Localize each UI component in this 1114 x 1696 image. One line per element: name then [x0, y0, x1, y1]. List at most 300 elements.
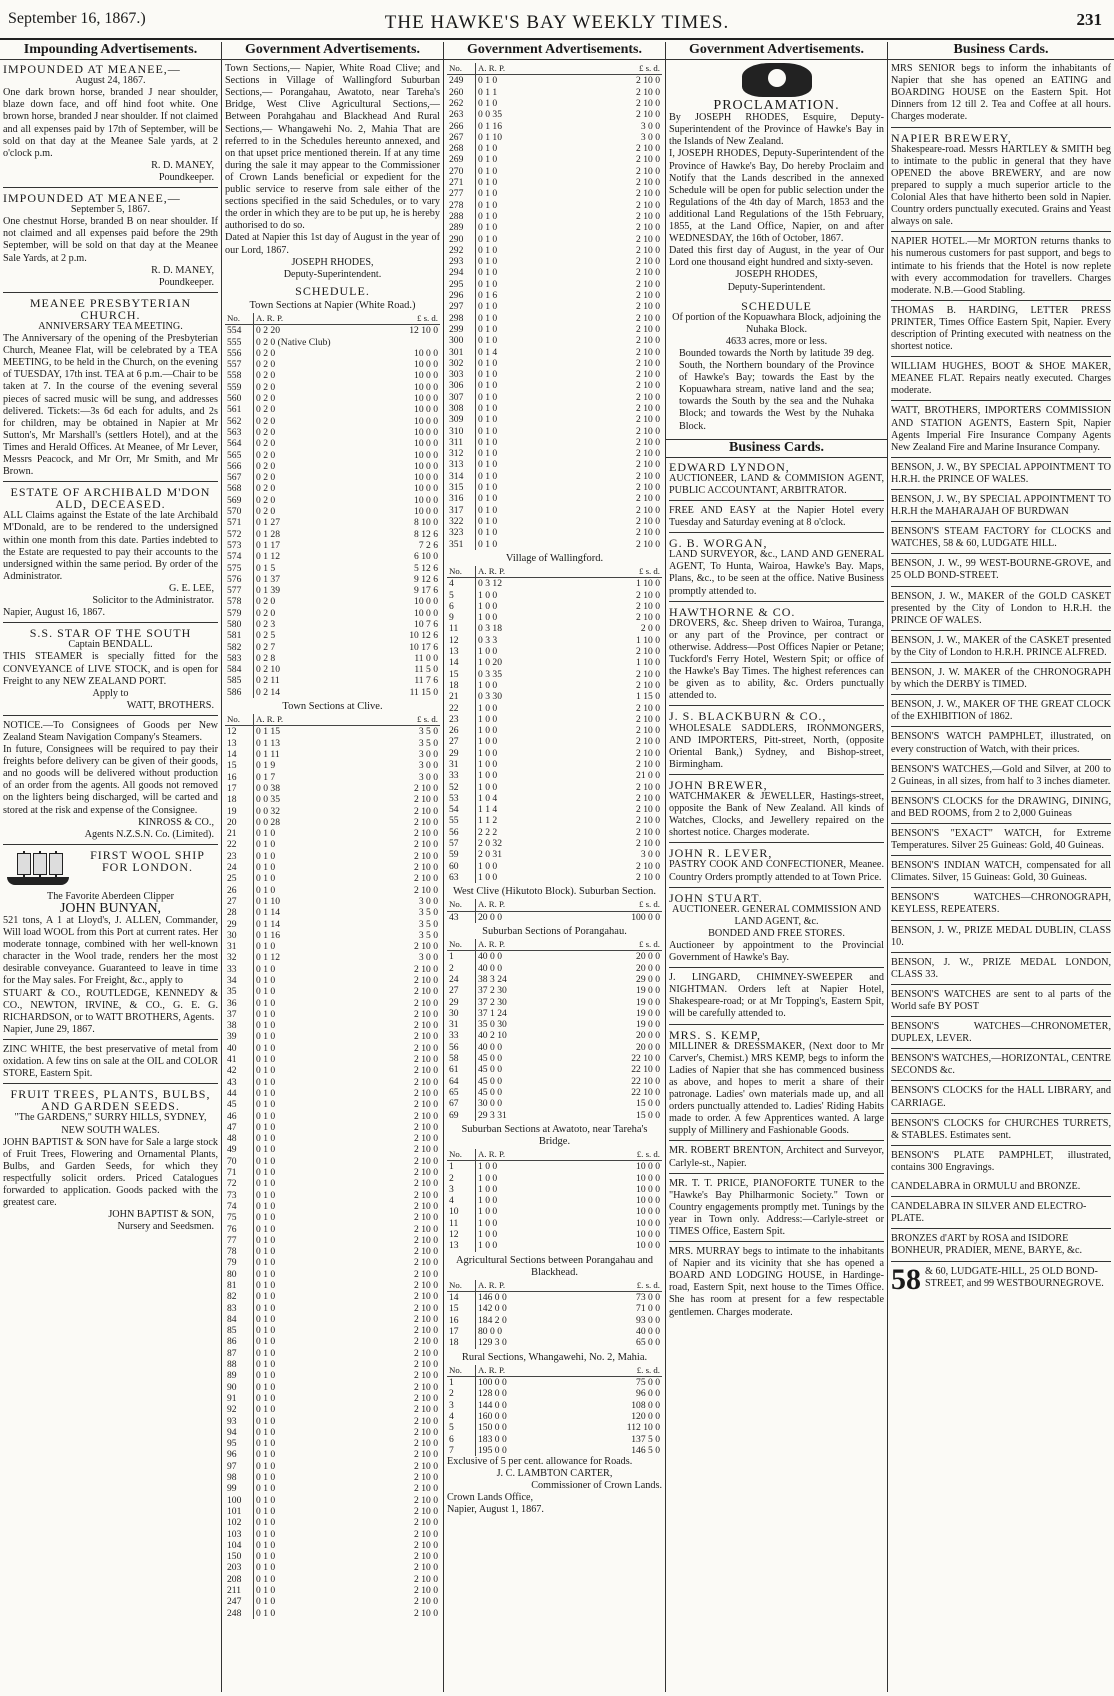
table-row [447, 1206, 662, 1217]
table-cell: 299 [447, 324, 476, 335]
table-row [225, 794, 440, 805]
table-header-cell: No. [447, 63, 476, 75]
table-cell: 2 10 0 [414, 1336, 438, 1348]
table-cell: 248 [225, 1608, 254, 1619]
table-cell: 10 0 0 [414, 607, 438, 619]
table-cell: 2 [447, 1173, 476, 1184]
table-cell: 1 10 0 [636, 578, 660, 590]
table-cell: 323 [447, 527, 476, 538]
table-cell: 0 0 35 [256, 794, 280, 806]
table-cell: 2 10 0 [636, 759, 660, 770]
table-cell: 45 [225, 1099, 254, 1110]
table-row [225, 738, 440, 749]
table-cell: 2 10 0 [414, 1110, 438, 1122]
table-cell: 2 10 0 [636, 600, 660, 612]
table-cell: 0 1 0 [256, 1065, 276, 1077]
table-row [447, 166, 662, 177]
table-cell: 37 [225, 1009, 254, 1020]
table-cell: 3 5 0 [418, 929, 438, 941]
table-cell: 14 [447, 1292, 476, 1304]
table-cell: 2 0 32 [478, 838, 502, 850]
table-cell: 303 [447, 369, 476, 380]
table-row [447, 1388, 662, 1399]
table-row [225, 1506, 440, 1517]
table-cell: 10 0 0 [414, 381, 438, 393]
table-cell: 2 10 0 [414, 1144, 438, 1156]
card-blackburn [669, 710, 884, 774]
table-cell: 0 1 0 [478, 538, 498, 550]
table-cell: 10 0 0 [414, 438, 438, 450]
table-cell: 2 10 0 [414, 1415, 438, 1427]
table-cell: 307 [447, 392, 476, 403]
table-cell: 0 1 0 [256, 1392, 276, 1404]
table-cell: 0 1 39 [256, 585, 280, 597]
table-cell: 0 1 0 [256, 1347, 276, 1359]
table-cell: 2 10 0 [414, 805, 438, 817]
table-cell: 11 0 0 [414, 652, 438, 664]
table-cell: 2 10 0 [414, 1223, 438, 1235]
table-row [225, 1540, 440, 1551]
table-cell: 301 [447, 347, 476, 358]
table-cell: 0 1 0 [478, 312, 498, 324]
table-cell: 1 15 0 [636, 691, 660, 703]
sale-signature-role: Deputy-Superintendent. [283, 268, 382, 280]
table-cell: 296 [447, 290, 476, 301]
table-cell: 2 10 0 [636, 154, 660, 166]
table-cell: 4 [447, 1411, 476, 1422]
table-cell: 15 [447, 669, 476, 680]
table-row [447, 1240, 662, 1251]
advert-signature: R. D. MANEY, [151, 159, 214, 171]
table-cell: 2 10 0 [414, 1505, 438, 1517]
table-row [447, 657, 662, 668]
table-row [447, 121, 662, 132]
table-title: Town Sections at Clive. [282, 701, 383, 713]
advert-title: IMPOUNDED AT MEANEE,— [3, 62, 181, 77]
card-harding [891, 305, 1111, 357]
table-cell: 19 0 0 [636, 996, 660, 1008]
table-cell: 93 [225, 1416, 254, 1427]
address-text: & 60, LUDGATE-HILL, 25 OLD BOND-STREET, and 99 WESTBOURNEGROVE. [925, 1265, 1104, 1289]
table-row [447, 590, 662, 601]
table-row [447, 714, 662, 725]
table-cell: 1 [447, 1377, 476, 1389]
table-cell: 67 [447, 1098, 476, 1109]
table-cell: 0 1 0 [256, 1054, 276, 1066]
table-cell: 578 [225, 596, 254, 607]
table-cell: 20 0 0 [636, 962, 660, 974]
table-cell: 5 [447, 590, 476, 601]
table-cell: 559 [225, 382, 254, 393]
table-cell: 0 1 0 [256, 1099, 276, 1111]
table-cell: 2 10 0 [414, 1200, 438, 1212]
table-cell: 2 10 0 [636, 380, 660, 392]
table-cell: 146 0 0 [478, 1292, 507, 1304]
table-cell: 2 10 0 [414, 1257, 438, 1269]
table-row [225, 1099, 440, 1110]
table-cell: 10 0 0 [414, 483, 438, 495]
table-cell: 31 [447, 759, 476, 770]
table-cell: 150 [225, 1551, 254, 1562]
table-cell: 2 10 0 [414, 1178, 438, 1190]
table-cell: 2 10 0 [636, 335, 660, 347]
table-cell: 33 [447, 1030, 476, 1041]
sale-dated: Dated at Napier this 1st day of August in the year of our Lord, 1867. [225, 232, 440, 256]
table-cell: 94 [225, 1427, 254, 1438]
table-cell: 2 10 0 [414, 839, 438, 851]
table-row [225, 461, 440, 472]
table-cell: 554 [225, 325, 254, 337]
table-cell: 27 [225, 896, 254, 907]
advert-impounded-1 [3, 63, 218, 188]
table-cell: 0 1 0 [256, 1302, 276, 1314]
table-row [447, 234, 662, 245]
table-cell: 2 10 0 [636, 290, 660, 302]
table-cell: 294 [447, 267, 476, 278]
table-header-cell: £. s. d. [574, 1149, 662, 1161]
table-cell: 0 1 4 [478, 346, 498, 358]
table-cell: 40 [225, 1043, 254, 1054]
table-cell: 0 1 12 [256, 551, 280, 563]
advert-zinc-white [3, 1044, 218, 1084]
table-row [225, 1483, 440, 1494]
table-cell: 71 0 0 [636, 1303, 660, 1315]
card-benson: BENSON'S PLATE PAMPHLET, illustrated, contains 300 Engravings. [891, 1149, 1111, 1173]
card-benson: BENSON, J. W., MAKER of the GOLD CASKET presented by the City of London to H.R.H. the PRINCE OF WALES. [891, 591, 1111, 631]
table-cell: 297 [447, 301, 476, 312]
table-row [225, 495, 440, 506]
table-cell: 0 2 0 [256, 483, 276, 495]
table-cell: 14 [447, 657, 476, 668]
table-cell: 2 10 0 [636, 86, 660, 98]
table-cell: 2 10 0 [414, 1449, 438, 1461]
table-cell: 1 0 0 [478, 759, 498, 770]
table-cell: 2 10 0 [636, 414, 660, 426]
table-cell: 0 2 0 [256, 359, 276, 371]
newspaper-title: THE HAWKE'S BAY WEEKLY TIMES. [384, 12, 730, 33]
table-cell: 267 [447, 132, 476, 143]
table-cell: 2 10 0 [636, 188, 660, 200]
table-cell: 2 10 0 [636, 470, 660, 482]
table-cell: 2 10 0 [636, 792, 660, 804]
table-cell: 2 10 0 [414, 794, 438, 806]
table-cell: 0 1 0 [256, 1438, 276, 1450]
table-cell: 22 [225, 839, 254, 850]
column-heading: Business Cards. [888, 42, 1114, 60]
table-row [225, 427, 440, 438]
table-row [225, 529, 440, 540]
table-row [225, 1472, 440, 1483]
proclamation-dated: Dated this first day of August, in the year of Our Lord one thousand eight hundred and sixty-seven. [669, 245, 884, 269]
table-row [447, 770, 662, 781]
table-cell: 45 0 0 [478, 1053, 502, 1065]
card-body: PASTRY COOK AND CONFECTIONER, Meanee. Country Orders promptly attended to at Town Price. [669, 859, 884, 883]
table-cell: 0 1 0 [256, 1076, 276, 1088]
table-cell: 59 [447, 849, 476, 860]
table-cell: 2 10 0 [414, 862, 438, 874]
table-cell: 0 1 16 [256, 929, 280, 941]
table-row [225, 630, 440, 641]
table-cell: 92 [225, 1404, 254, 1415]
sale-intro: Town Sections,— Napier, White Road Clive; and Sections in Village of Wallingford Suburban Sections,— Porangahau, Awatoto, near Tareha's Bridge, West Clive Agricultural Sections,— Between Porahgahau and Blackhead And Rural Sections,— Whangawehi No. 2, Mahia That are referred to in the Schedules hereunto annexed, and on that upset price mentioned therein. If at any time during the sale it may appear to the Commissioner of Crown Lands beneficial or expedient for the public service to reserve from sale either of the sections specified in the said Schedules, or to vary the order in which they are to be put up, he is hereby authorised to do so. [225, 63, 440, 232]
card-title: JOHN STUART. [669, 890, 763, 905]
table-cell: 2 2 2 [478, 826, 498, 838]
table-cell: 2 10 0 [636, 679, 660, 691]
table-cell: 0 0 28 [256, 816, 280, 828]
table-cell: 2 10 0 [414, 850, 438, 862]
table-cell: 0 1 0 [478, 143, 498, 155]
table-cell: 0 2 14 [256, 686, 280, 698]
table-cell: 247 [225, 1596, 254, 1607]
table-cell: 195 0 0 [478, 1444, 507, 1456]
table-cell: 0 1 0 [478, 391, 498, 403]
advert-signature: G. E. LEE, [169, 582, 214, 594]
card-benson: BENSON'S WATCH PAMPHLET, illustrated, on every construction of Watch, with their prices. [891, 731, 1111, 759]
table-cell: 9 12 6 [414, 573, 438, 585]
table-cell: 32 [225, 952, 254, 963]
table-header-cell: A. R. P. [254, 714, 353, 726]
table-cell: 1 [447, 1161, 476, 1173]
table-cell: 15 [447, 1303, 476, 1314]
table-cell: 0 2 0 [256, 449, 276, 461]
table-cell: 2 10 0 [636, 702, 660, 714]
table-row [447, 527, 662, 538]
table-cell: 0 2 0 [256, 438, 276, 450]
table-cell: 2 10 0 [414, 1031, 438, 1043]
table-cell: 2 10 0 [636, 233, 660, 245]
table-cell: 2 10 0 [636, 244, 660, 256]
table-cell: 0 1 6 [478, 290, 498, 302]
table-row [225, 952, 440, 963]
table-cell: 10 0 0 [414, 404, 438, 416]
card-benson: BENSON'S WATCHES are sent to al parts of the World safe BY POST [891, 989, 1111, 1017]
table-cell: 43 [225, 1077, 254, 1088]
table-cell: 103 [225, 1529, 254, 1540]
table-cell: 2 [447, 1388, 476, 1399]
advert-impounded-2 [3, 192, 218, 293]
table-cell: 0 1 0 [256, 1178, 276, 1190]
table-row [447, 200, 662, 211]
advert-body: 521 tons, A 1 at Lloyd's, J. ALLEN, Commander, Will load WOOL from this Port at current rates. Her moderate tonnage, combined with her well-known character in the Wool trade, renders her the most desirable conveyance. Guaranteed to leave in time for the May sales. For Freight, &c., apply to [3, 915, 218, 987]
table-row [225, 1190, 440, 1201]
table-cell: 10 0 0 [636, 1172, 660, 1184]
table-row [447, 838, 662, 849]
table-cell: 100 [225, 1495, 254, 1506]
table-row [447, 188, 662, 199]
table-cell: 0 1 0 [478, 97, 498, 109]
table-cell: 2 10 0 [636, 109, 660, 121]
table-cell: 566 [225, 461, 254, 472]
table-row [447, 623, 662, 634]
table-cell: 0 0 38 [256, 782, 280, 794]
table-cell: 15 0 0 [636, 1109, 660, 1121]
table-cell: 0 1 0 [256, 1031, 276, 1043]
table-cell: 278 [447, 200, 476, 211]
table-cell: 0 1 0 [256, 1596, 276, 1608]
column-heading: Government Advertisements. [222, 42, 443, 60]
table-cell: 2 10 0 [414, 828, 438, 840]
table-cell: 5 12 6 [414, 562, 438, 574]
table-cell: 0 1 0 [256, 1020, 276, 1032]
table-cell: 15 [225, 760, 254, 771]
table-cell: 0 2 0 [256, 506, 276, 518]
table-cell: 120 0 0 [631, 1410, 660, 1422]
table-cell: 2 10 0 [636, 165, 660, 177]
table-row [447, 482, 662, 493]
table-cell: 0 1 0 [478, 470, 498, 482]
table-cell: 295 [447, 279, 476, 290]
table-cell: 3 0 0 [418, 760, 438, 772]
table-cell: 84 [225, 1314, 254, 1325]
table-cell: 13 [447, 646, 476, 657]
table-row [225, 450, 440, 461]
table-row [225, 1043, 440, 1054]
table-cell: 2 10 0 [636, 725, 660, 737]
table-cell: 0 1 1 [478, 86, 498, 98]
table-cell: 100 0 0 [631, 911, 660, 923]
sale-signature: JOSEPH RHODES, [291, 256, 374, 268]
table-cell: 582 [225, 642, 254, 653]
table-cell: 2 10 0 [636, 860, 660, 872]
column-heading: Business Cards. [666, 439, 887, 458]
table-cell: 11 [447, 623, 476, 634]
table-row [447, 369, 662, 380]
table-cell: 2 10 0 [636, 448, 660, 460]
table-cell: 2 10 0 [636, 425, 660, 437]
table-cell: 1 1 2 [478, 815, 498, 827]
table-cell: 277 [447, 188, 476, 199]
table-row [447, 211, 662, 222]
table-cell: 584 [225, 664, 254, 675]
table-cell: 2 10 0 [414, 782, 438, 794]
sections-table [447, 63, 662, 550]
table-cell: 302 [447, 358, 476, 369]
table-row [225, 1382, 440, 1393]
table-cell: 3 5 0 [418, 907, 438, 919]
table-cell: 0 1 0 [256, 941, 276, 953]
table-cell: 0 1 0 [256, 1212, 276, 1224]
table-row [225, 483, 440, 494]
card-body: MR. T. T. PRICE, PIANOFORTE TUNER to the "Hawke's Bay Philharmonic Society." Town or Country engagements promptly met. Tunings by the year in Town only. Address:—Carlyle-street or TIMES Office, Eastern Spit. [669, 1177, 884, 1237]
table-cell: 0 2 0 [256, 347, 276, 359]
table-cell: 104 [225, 1540, 254, 1551]
card-napier-hotel [891, 236, 1111, 300]
table-row [447, 725, 662, 736]
table-cell: 2 10 0 [414, 1302, 438, 1314]
card-benson: BENSON'S CLOCKS for the DRAWING, DINING, and BED ROOMS, from 2 to 2,000 Guineas [891, 796, 1111, 824]
table-cell: 0 2 0 [256, 370, 276, 382]
table-row [225, 416, 440, 427]
table-cell: 38 3 24 [478, 973, 507, 985]
table-cell: 0 3 12 [478, 578, 502, 590]
table-cell: 2 10 0 [414, 1133, 438, 1145]
table-cell: 2 10 0 [636, 747, 660, 759]
table-cell: 1 0 0 [478, 725, 498, 737]
table-cell: 0 1 0 [478, 256, 498, 268]
table-cell: 100 0 0 [478, 1377, 507, 1389]
table-cell: 2 10 0 [636, 646, 660, 658]
table-row [447, 1098, 662, 1109]
table-row [225, 664, 440, 675]
table-cell: 2 10 0 [636, 838, 660, 850]
table-cell: 293 [447, 256, 476, 267]
table-row [225, 506, 440, 517]
table-cell: 2 10 0 [636, 403, 660, 414]
table-row [225, 726, 440, 738]
table-cell: 0 2 0 (Native Club) [256, 336, 331, 348]
table-cell: 0 2 0 [256, 607, 276, 619]
table-cell: 3 5 0 [418, 737, 438, 749]
schedule-subtitle: Of portion of the Kopuawhara Block, adjoining the Nuhaka Block. [672, 311, 881, 335]
table-header-cell: £ s. d. [567, 899, 662, 911]
table-cell: 0 1 0 [256, 1404, 276, 1416]
table-cell: 315 [447, 482, 476, 493]
table-cell: 46 [225, 1111, 254, 1122]
table-cell: 0 3 3 [478, 634, 498, 646]
card-benson: BENSON, J. W., BY SPECIAL APPOINTMENT TO H.R.H. the PRINCE OF WALES. [891, 462, 1111, 490]
table-cell: 571 [225, 517, 254, 528]
table-cell: 2 10 0 [636, 459, 660, 471]
table-cell: 0 1 0 [478, 448, 498, 460]
table-cell: 1 0 4 [478, 792, 498, 804]
table-cell: 2 10 0 [636, 504, 660, 516]
table-row [447, 403, 662, 414]
table-cell: 10 0 0 [636, 1240, 660, 1252]
table-row [225, 839, 440, 850]
card-body: LAND SURVEYOR, &c., LAND AND GENERAL AGENT, To Hunta, Wairoa, Hawke's Bay. Maps, Plans, &c., to be seen at the office. Native Business promptly attended to. [669, 549, 884, 597]
table-row [225, 1461, 440, 1472]
table-cell: 0 2 0 [256, 404, 276, 416]
table-cell: 270 [447, 166, 476, 177]
table-cell: 3 [447, 1400, 476, 1411]
table-row [447, 290, 662, 301]
table-cell: 574 [225, 551, 254, 562]
card-body: MRS SENIOR begs to inform the inhabitants of Napier that she has opened an EATING and BOARDING HOUSE on the Eastern Spit. Hot Dinners from 12 till 2. Tea and Coffee at all hours. Charges moderate. [891, 63, 1111, 123]
table-cell: 2 10 0 [636, 75, 660, 87]
card-title: EDWARD LYNDON, [669, 459, 790, 474]
table-cell: 0 1 0 [256, 839, 276, 851]
table-row [447, 335, 662, 346]
table-header-row [447, 1280, 662, 1292]
table-cell: 581 [225, 630, 254, 641]
columns [0, 42, 1114, 1692]
sections-table [447, 1149, 662, 1252]
table-cell: 1 0 0 [478, 1183, 498, 1195]
table-cell: 19 0 0 [636, 985, 660, 997]
table-cell: 203 [225, 1562, 254, 1573]
table-cell: 40 0 0 [636, 1326, 660, 1338]
table-row [225, 964, 440, 975]
table-row [225, 359, 440, 370]
table-cell: 44 [225, 1088, 254, 1099]
table-header-cell: A. R. P. [476, 1149, 575, 1161]
advert-estate [3, 486, 218, 623]
table-cell: 73 0 0 [636, 1292, 660, 1304]
table-cell: 27 [447, 985, 476, 996]
table-cell: 22 10 0 [631, 1053, 660, 1065]
card-title: JOHN BREWER, [669, 777, 768, 792]
card-address [891, 1262, 1111, 1296]
table-cell: 0 1 0 [256, 1585, 276, 1597]
table-cell: 43 [447, 911, 476, 923]
table-cell: 35 [225, 986, 254, 997]
card-title: NAPIER BREWERY, [891, 130, 1012, 145]
advert-presbyterian [3, 297, 218, 482]
table-cell: 129 3 0 [478, 1337, 507, 1349]
table-cell: 0 1 0 [478, 380, 498, 392]
table-cell: 3 0 0 [640, 131, 660, 143]
table-row [225, 1246, 440, 1257]
